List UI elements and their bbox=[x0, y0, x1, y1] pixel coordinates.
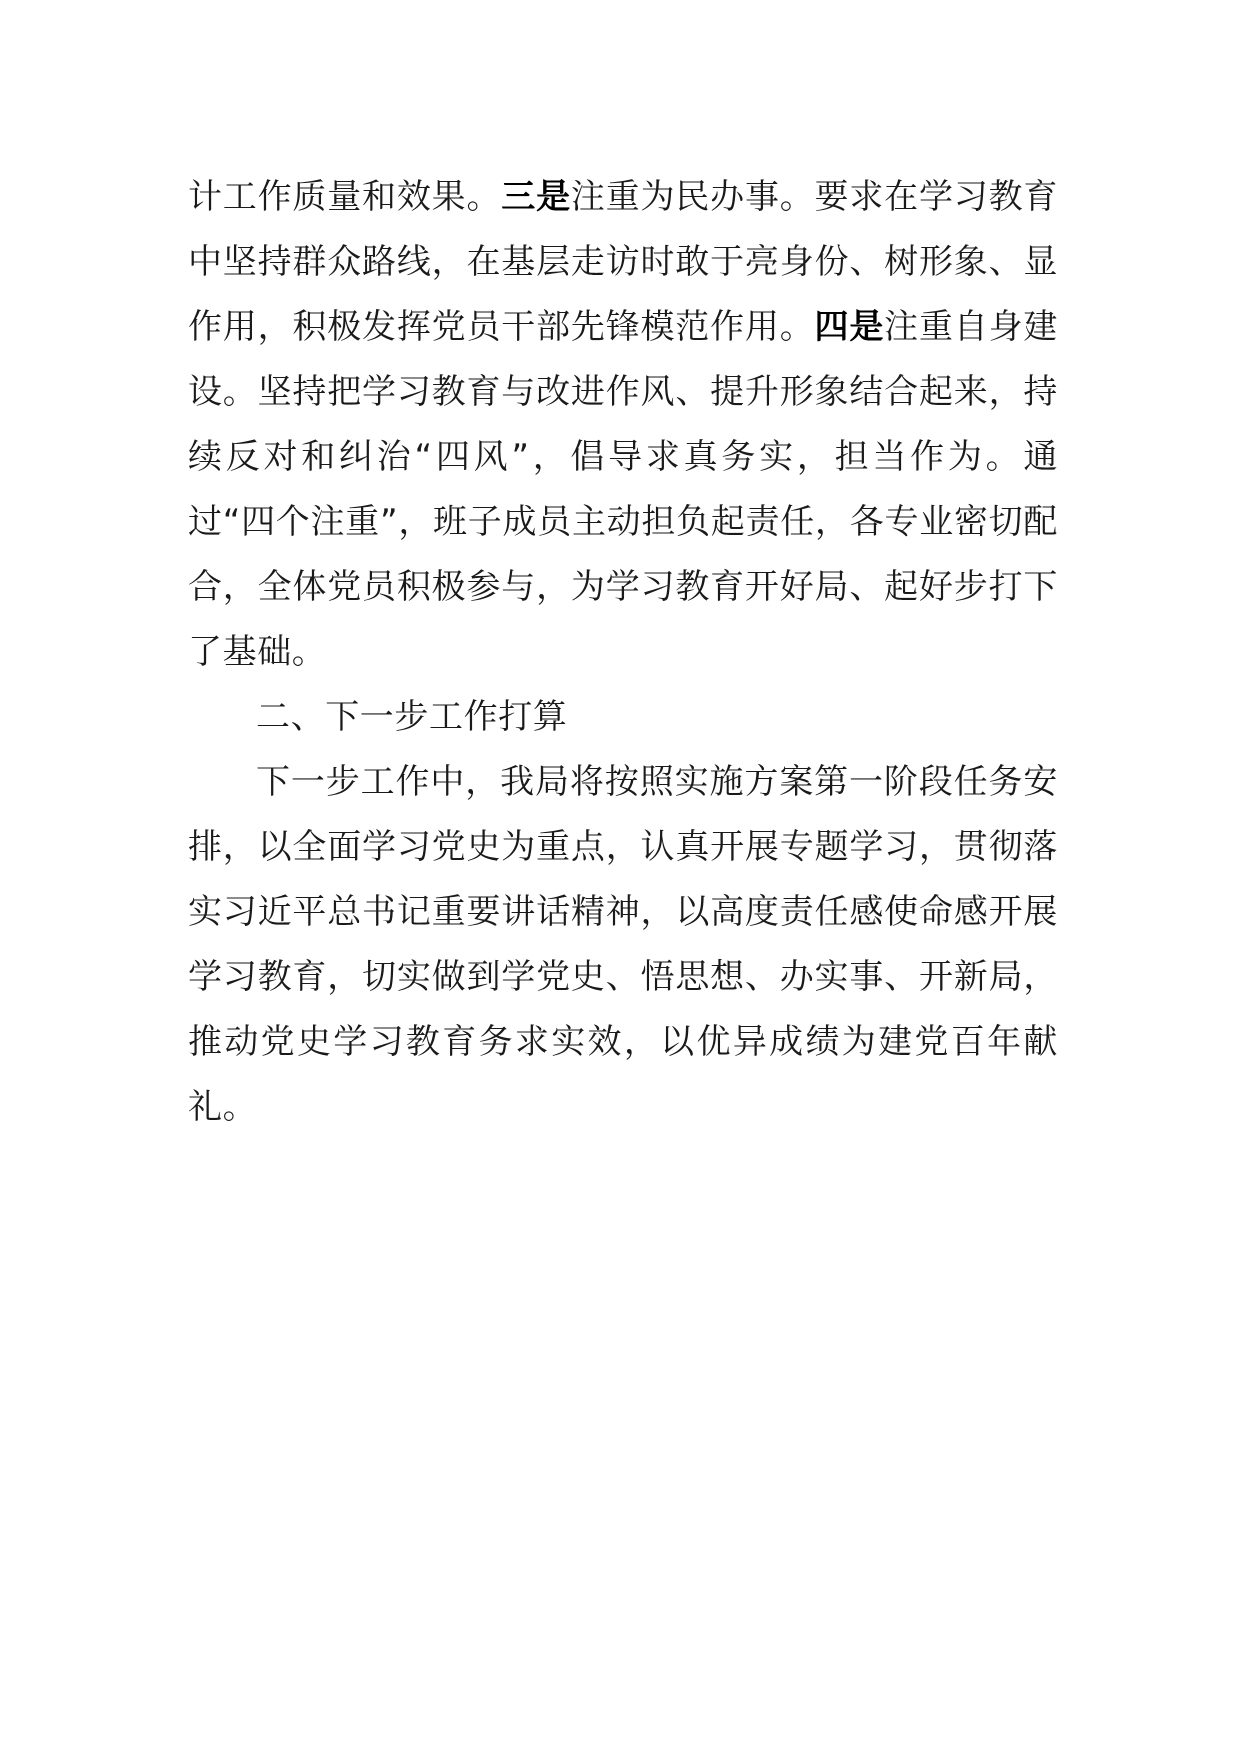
text-segment: 注重自身建设。坚持把学习教育与改进作风、提升形象结合起来，持续反对和纠治“四风”，倡导求真务实，担当作为。通过“四个注重”，班子成员主动担负起责任，各专业密切配合，全体党员积极参与，为学习教育开好局、起好步打下了基础。 bbox=[188, 307, 1059, 672]
text-segment: 注重为民办事。要求在学习教育中坚持群众路线，在基层走访时敢于亮身份、树形象、显作用，积极发挥党员干部先锋模范作用。 bbox=[188, 177, 1059, 347]
paragraph-continued bbox=[188, 165, 1058, 685]
section-heading: 二、下一步工作打算 bbox=[256, 697, 568, 737]
bold-keyword-four: 四是 bbox=[814, 307, 885, 347]
bold-keyword-three: 三是 bbox=[501, 177, 571, 217]
document-body bbox=[188, 165, 1058, 1140]
text-segment: 计工作质量和效果。 bbox=[188, 177, 502, 217]
paragraph-next-steps: 下一步工作中，我局将按照实施方案第一阶段任务安排，以全面学习党史为重点，认真开展专题学习，贯彻落实习近平总书记重要讲话精神，以高度责任感使命感开展学习教育，切实做到学党史、悟思想、办实事、开新局，推动党史学习教育务求实效，以优异成绩为建党百年献礼。 bbox=[188, 762, 1058, 1127]
